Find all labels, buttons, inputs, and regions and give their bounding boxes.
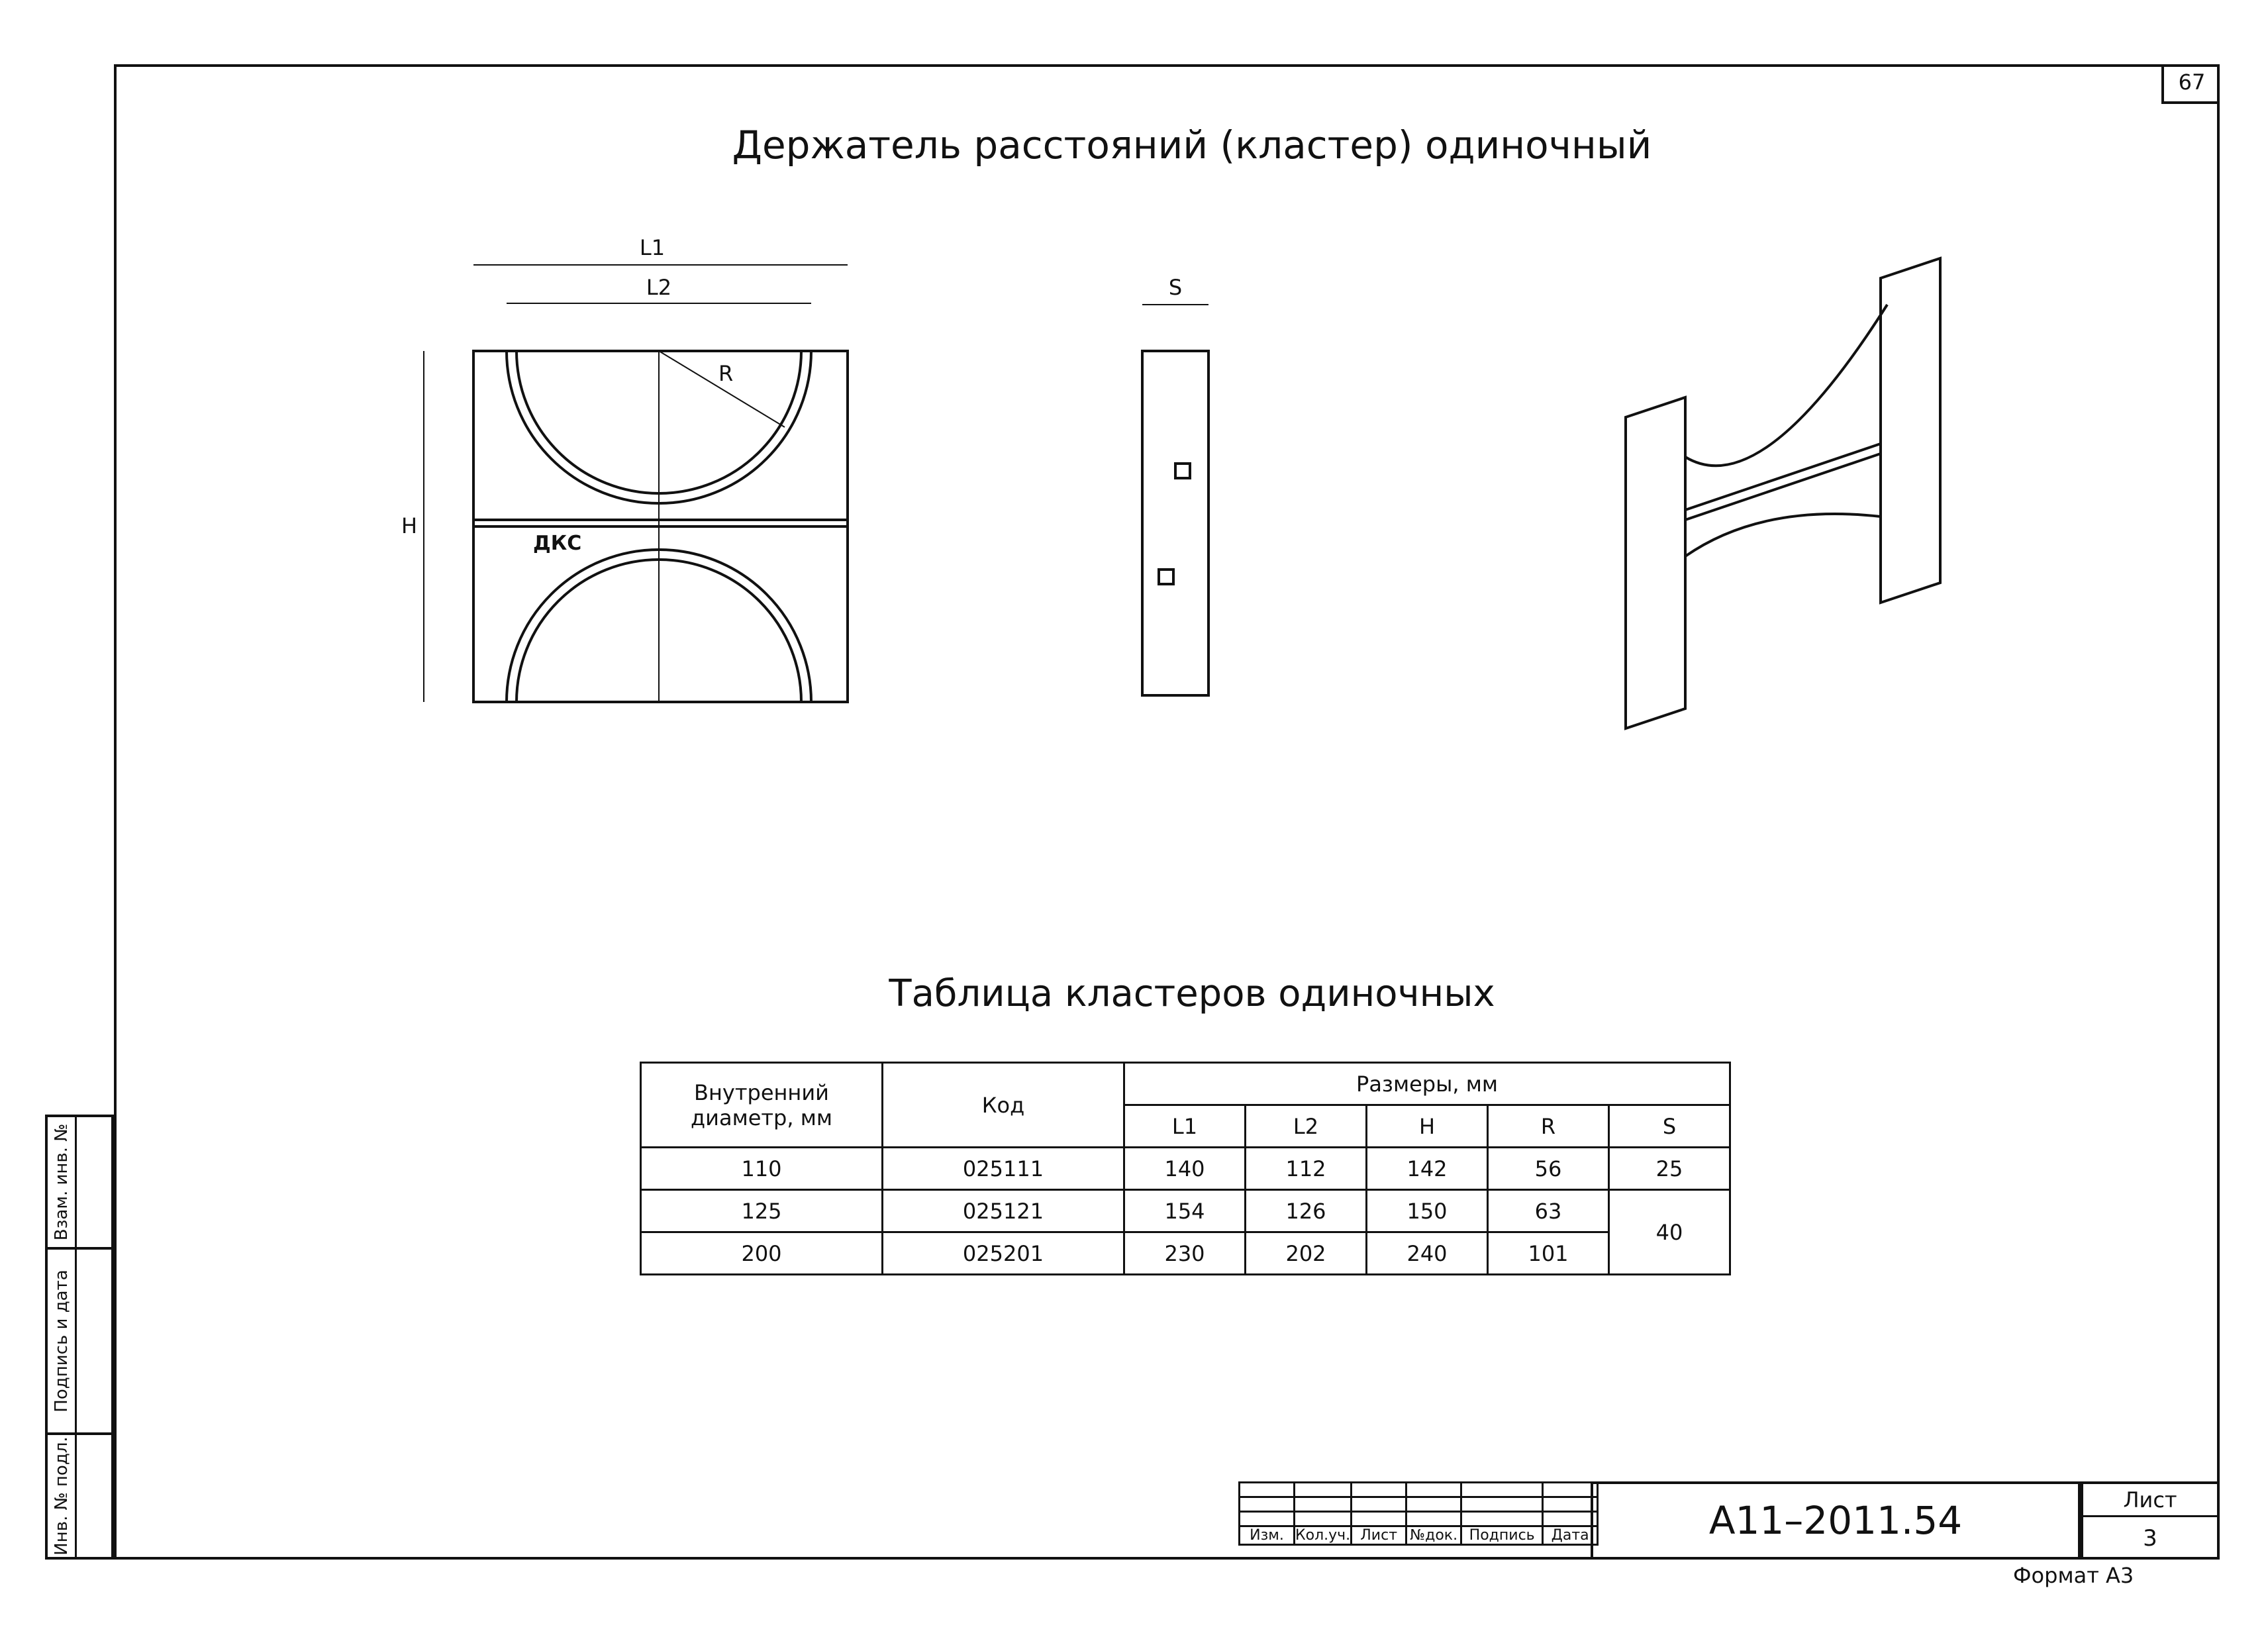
side-cell-2 — [48, 1250, 111, 1435]
cell-L1: 230 — [1124, 1232, 1246, 1275]
drawing-title: Держатель расстояний (кластер) одиночный — [732, 123, 1652, 168]
tb-col-podpis: Подпись — [1461, 1526, 1543, 1545]
cell-R: 56 — [1488, 1148, 1609, 1190]
title-block — [1238, 1481, 2220, 1560]
cell-H: 240 — [1367, 1232, 1488, 1275]
cell-L2: 126 — [1246, 1190, 1367, 1232]
dim-H: H — [401, 513, 417, 538]
front-view — [401, 235, 848, 702]
table-row — [641, 1190, 1730, 1232]
cell-S: 40 — [1609, 1190, 1730, 1275]
cell-R: 101 — [1488, 1232, 1609, 1275]
side-label-inv-orig: Инв. № подл. — [51, 1436, 72, 1556]
table-row — [641, 1232, 1730, 1275]
dim-S: S — [1168, 275, 1183, 300]
side-label-signature-date: Подпись и дата — [51, 1270, 72, 1413]
format-label: Формат А3 — [2013, 1563, 2134, 1588]
technical-drawing — [371, 225, 2093, 768]
tb-col-kolvo: Кол.уч. — [1295, 1527, 1351, 1544]
tb-col-ndok: №док. — [1406, 1526, 1461, 1545]
tb-col-izm: Изм. — [1240, 1526, 1295, 1545]
cell-H: 142 — [1367, 1148, 1488, 1190]
table-row — [641, 1148, 1730, 1190]
side-view — [1142, 275, 1208, 695]
sheet-number: 3 — [2143, 1525, 2157, 1552]
header-L2: L2 — [1246, 1105, 1367, 1148]
cell-L2: 202 — [1246, 1232, 1367, 1275]
cell-L1: 154 — [1124, 1190, 1246, 1232]
side-cell-1 — [48, 1117, 111, 1250]
document-code: А11–2011.54 — [1591, 1481, 2081, 1560]
side-stamp — [45, 1115, 114, 1560]
dim-L1: L1 — [639, 235, 666, 260]
header-S: S — [1609, 1105, 1730, 1148]
cell-code: 025111 — [883, 1148, 1124, 1190]
tb-col-data: Дата — [1543, 1526, 1598, 1545]
cell-S: 25 — [1609, 1148, 1730, 1190]
cell-L2: 112 — [1246, 1148, 1367, 1190]
cell-L1: 140 — [1124, 1148, 1246, 1190]
cell-d: 110 — [641, 1148, 883, 1190]
isometric-view — [1626, 258, 1940, 728]
logo-dks: ДКС — [533, 532, 582, 555]
title-block-grid — [1238, 1481, 1599, 1546]
sheet-box — [2081, 1481, 2220, 1560]
header-code: Код — [883, 1063, 1124, 1148]
sheet-label: Лист — [2083, 1484, 2217, 1517]
header-L1: L1 — [1124, 1105, 1246, 1148]
header-sizes: Размеры, мм — [1124, 1063, 1730, 1105]
cell-H: 150 — [1367, 1190, 1488, 1232]
cell-d: 125 — [641, 1190, 883, 1232]
table-title: Таблица кластеров одиночных — [889, 972, 1495, 1015]
header-R: R — [1488, 1105, 1609, 1148]
dim-L2: L2 — [646, 275, 672, 300]
page-number: 67 — [2161, 64, 2220, 104]
side-label-replace-inv: Взам. инв. № — [51, 1123, 72, 1241]
side-cell-3 — [48, 1435, 111, 1557]
header-H: H — [1367, 1105, 1488, 1148]
cell-d: 200 — [641, 1232, 883, 1275]
tb-col-list: Лист — [1352, 1526, 1406, 1545]
header-inner-diameter: Внутренний диаметр, мм — [641, 1063, 883, 1148]
cell-code: 025201 — [883, 1232, 1124, 1275]
dim-R: R — [718, 361, 734, 386]
cell-R: 63 — [1488, 1190, 1609, 1232]
cell-code: 025121 — [883, 1190, 1124, 1232]
spec-table — [640, 1062, 1731, 1275]
